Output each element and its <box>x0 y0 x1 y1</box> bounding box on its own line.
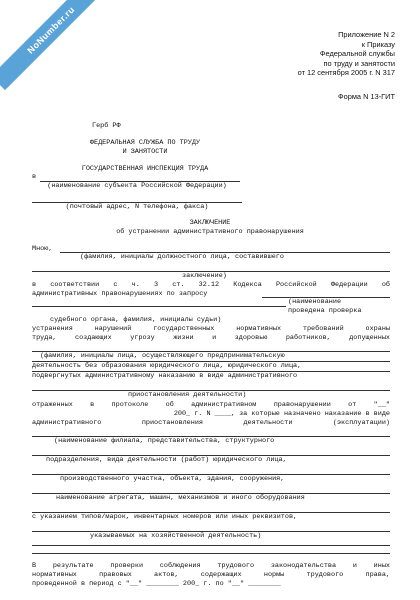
emblem-label: Герб РФ <box>92 122 121 130</box>
para-protocol-1: отраженных в протоколе об административном правонарушении от "__" <box>32 401 390 409</box>
document-title: ЗАКЛЮЧЕНИЕ <box>189 219 231 227</box>
appendix-line: к Приказу <box>361 39 395 49</box>
hint-court-3: судебного органа, фамилия, инициалы судьи) <box>50 316 222 324</box>
me-prefix: Мною, <box>32 245 53 253</box>
hint-branch-1: (наименование филиала, представительства, структурного <box>54 437 275 445</box>
document-subtitle: об устранении административного правонарушения <box>116 228 304 236</box>
hint-entity-4: приостановления деятельности) <box>128 391 247 399</box>
para-violations-1: устранения нарушений государственных нормативных требований охраны <box>32 325 390 333</box>
hint-branch-6: указываемых на хозяйственной деятельность) <box>90 532 262 540</box>
blank-line-2 <box>32 553 390 554</box>
appendix-line: от 12 сентября 2005 г. N 317 <box>297 68 395 78</box>
appendix-line: Федеральной службы <box>319 49 395 59</box>
agency-name-line2: И ЗАНЯТОСТИ <box>122 148 168 156</box>
para-result-3: проведенной в период с "__" ________ 200_ г. по "__" ________ <box>32 580 281 588</box>
para-result-1: В результате проверки соблюдения трудового законодательства и иных <box>32 562 390 570</box>
para-protocol-2: 200_ г. N ____, за которые назначено наказание в виде <box>173 410 390 418</box>
para-legal-2: административных правонарушениях по запросу <box>32 290 208 298</box>
court-line <box>32 306 286 307</box>
hint-inspector-1: (фамилия, инициалы должностного лица, составившего <box>80 253 284 261</box>
form-number: Форма N 13-ГИТ <box>338 92 395 101</box>
watermark-ribbon: NoNumber.ru <box>0 0 111 90</box>
hint-court-2: проведена проверка <box>288 307 362 315</box>
hint-branch-4: наименование агрегата, машин, механизмов и иного оборудования <box>56 494 305 502</box>
appendix-line: по труду и занятости <box>323 58 395 68</box>
inspection-title: ГОСУДАРСТВЕННАЯ ИНСПЕКЦИЯ ТРУДА <box>81 165 209 173</box>
hint-inspector-2: заключение) <box>182 272 227 280</box>
hint-branch-5: с указанием типов/марок, инвентарных номеров или иных реквизитов, <box>32 513 298 521</box>
hint-branch-3: производственного участка, объекта, здания, сооружения, <box>60 475 285 483</box>
para-legal-1: в соответствии с ч. 3 ст. 32.12 Кодекса Российской Федерации об <box>32 281 390 289</box>
para-violations-2: труда, создающих угрозу жизни и здоровью работников, допущенных <box>32 334 390 342</box>
hint-address: (почтовый адрес, N телефона, факса) <box>65 203 209 211</box>
hint-entity-2: деятельность без образования юридического лица, юридического лица, <box>32 362 302 370</box>
agency-name-line1: ФЕДЕРАЛЬНАЯ СЛУЖБА ПО ТРУДУ <box>89 139 201 147</box>
appendix-line: Приложение N 2 <box>338 30 395 39</box>
para-protocol-3: административного приостановления деятельности (эксплуатации) <box>32 419 390 427</box>
hint-subject: (наименование субъекта Российской Федерации) <box>47 182 227 190</box>
hint-entity-1: (фамилия, инициалы лица, осуществляющего предпринимательскую <box>40 352 285 360</box>
appendix-block <box>215 30 395 78</box>
para-result-2: нормативных правовых актов, содержащих нормы трудового права, <box>32 571 390 579</box>
blank-line-1 <box>32 545 390 546</box>
hint-branch-2: подразделения, вида деятельности (работ) юридического лица, <box>46 456 287 464</box>
hint-court-1: (наименование <box>288 298 342 306</box>
hint-entity-3: подвергнутых административному наказанию в виде административного <box>32 372 298 380</box>
in-prefix: в <box>32 173 37 181</box>
